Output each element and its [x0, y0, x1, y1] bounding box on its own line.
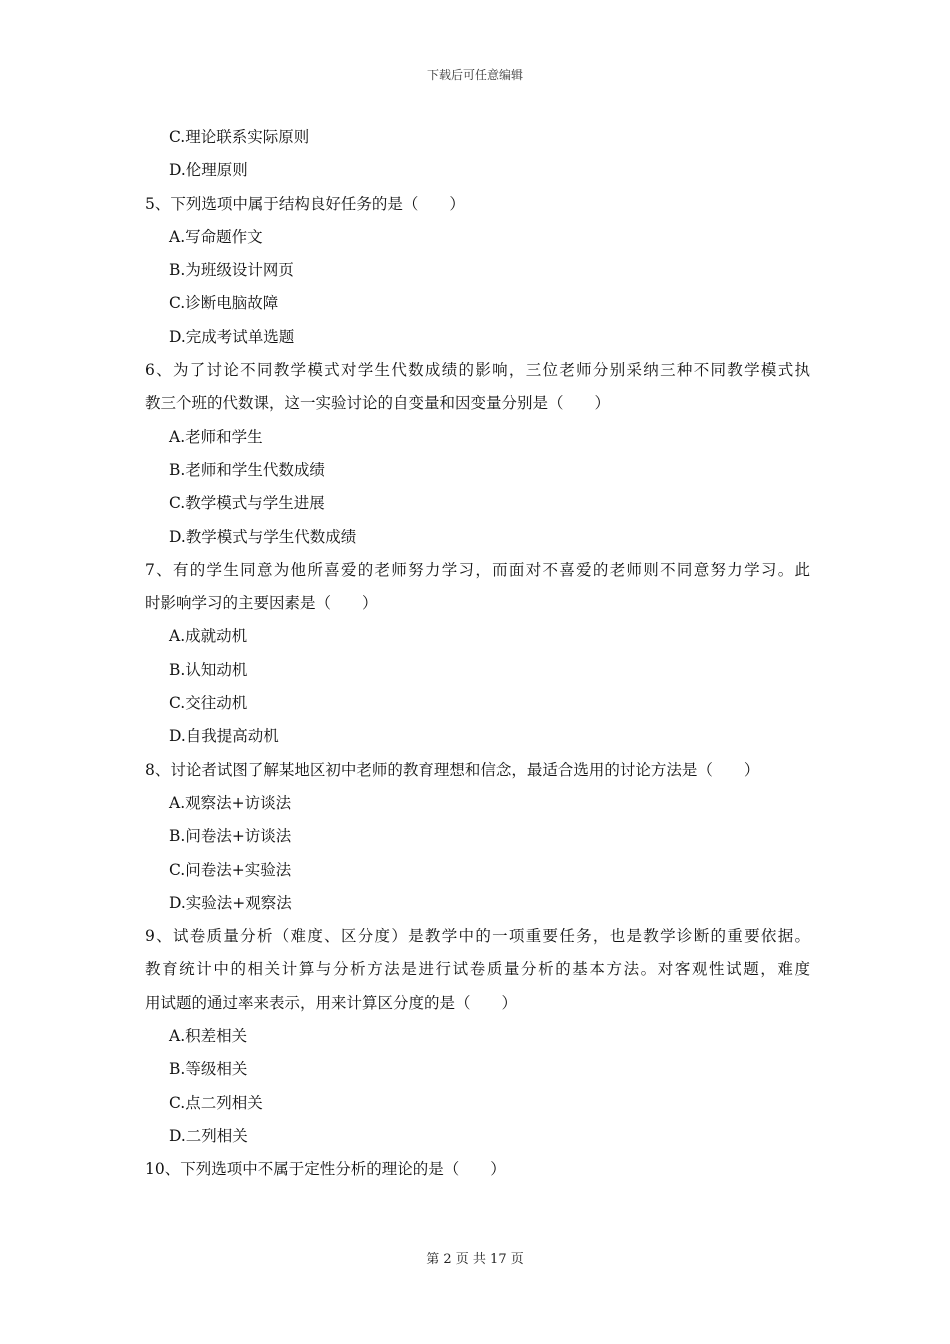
question-line: 8、讨论者试图了解某地区初中老师的教育理想和信念，最适合选用的讨论方法是（ ） [145, 760, 760, 779]
option-line: D.完成考试单选题 [169, 327, 295, 346]
option-line: D.教学模式与学生代数成绩 [169, 527, 357, 546]
question-line: 10、下列选项中不属于定性分析的理论的是（ ） [145, 1160, 506, 1179]
option-line: B.问卷法+访谈法 [169, 827, 292, 846]
option-line: C.理论联系实际原则 [169, 128, 310, 146]
question-line: 教育统计中的相关计算与分析方法是进行试卷质量分析的基本方法。对客观性试题，难度 [145, 960, 810, 979]
option-line: B.认知动机 [169, 660, 248, 679]
document-body [145, 121, 810, 1187]
question-line: 5、下列选项中属于结构良好任务的是（ ） [145, 194, 465, 213]
option-line: B.为班级设计网页 [169, 261, 294, 280]
question-line: 9、试卷质量分析（难度、区分度）是教学中的一项重要任务，也是教学诊断的重要依据。 [145, 927, 810, 946]
option-line: A.老师和学生 [169, 427, 263, 446]
option-line: C.交往动机 [169, 694, 248, 713]
question-line: 用试题的通过率来表示，用来计算区分度的是（ ） [145, 993, 518, 1012]
option-line: A.积差相关 [169, 1027, 248, 1046]
option-line: B.等级相关 [169, 1060, 248, 1079]
option-line: C.教学模式与学生进展 [169, 494, 325, 513]
question-line: 6、为了讨论不同教学模式对学生代数成绩的影响，三位老师分别采纳三种不同教学模式执 [145, 361, 810, 380]
question-line: 7、有的学生同意为他所喜爱的老师努力学习，而面对不喜爱的老师则不同意努力学习。此 [145, 560, 810, 579]
question-line: 教三个班的代数课，这一实验讨论的自变量和因变量分别是（ ） [145, 394, 611, 413]
option-line: D.自我提高动机 [169, 727, 279, 746]
option-line: A.观察法+访谈法 [169, 793, 292, 812]
option-line: C.点二列相关 [169, 1093, 263, 1112]
question-line: 时影响学习的主要因素是（ ） [145, 594, 378, 613]
option-line: A.写命题作文 [169, 227, 263, 246]
option-line: D.伦理原则 [169, 161, 248, 180]
page-footer: 第 2 页 共 17 页 [426, 1252, 524, 1267]
option-line: C.问卷法+实验法 [169, 860, 292, 879]
option-line: B.老师和学生代数成绩 [169, 460, 325, 479]
option-line: D.实验法+观察法 [169, 893, 292, 912]
page-header: 下载后可任意编辑 [426, 68, 523, 82]
option-line: D.二列相关 [169, 1126, 248, 1145]
option-line: A.成就动机 [169, 627, 248, 646]
option-line: C.诊断电脑故障 [169, 294, 279, 313]
